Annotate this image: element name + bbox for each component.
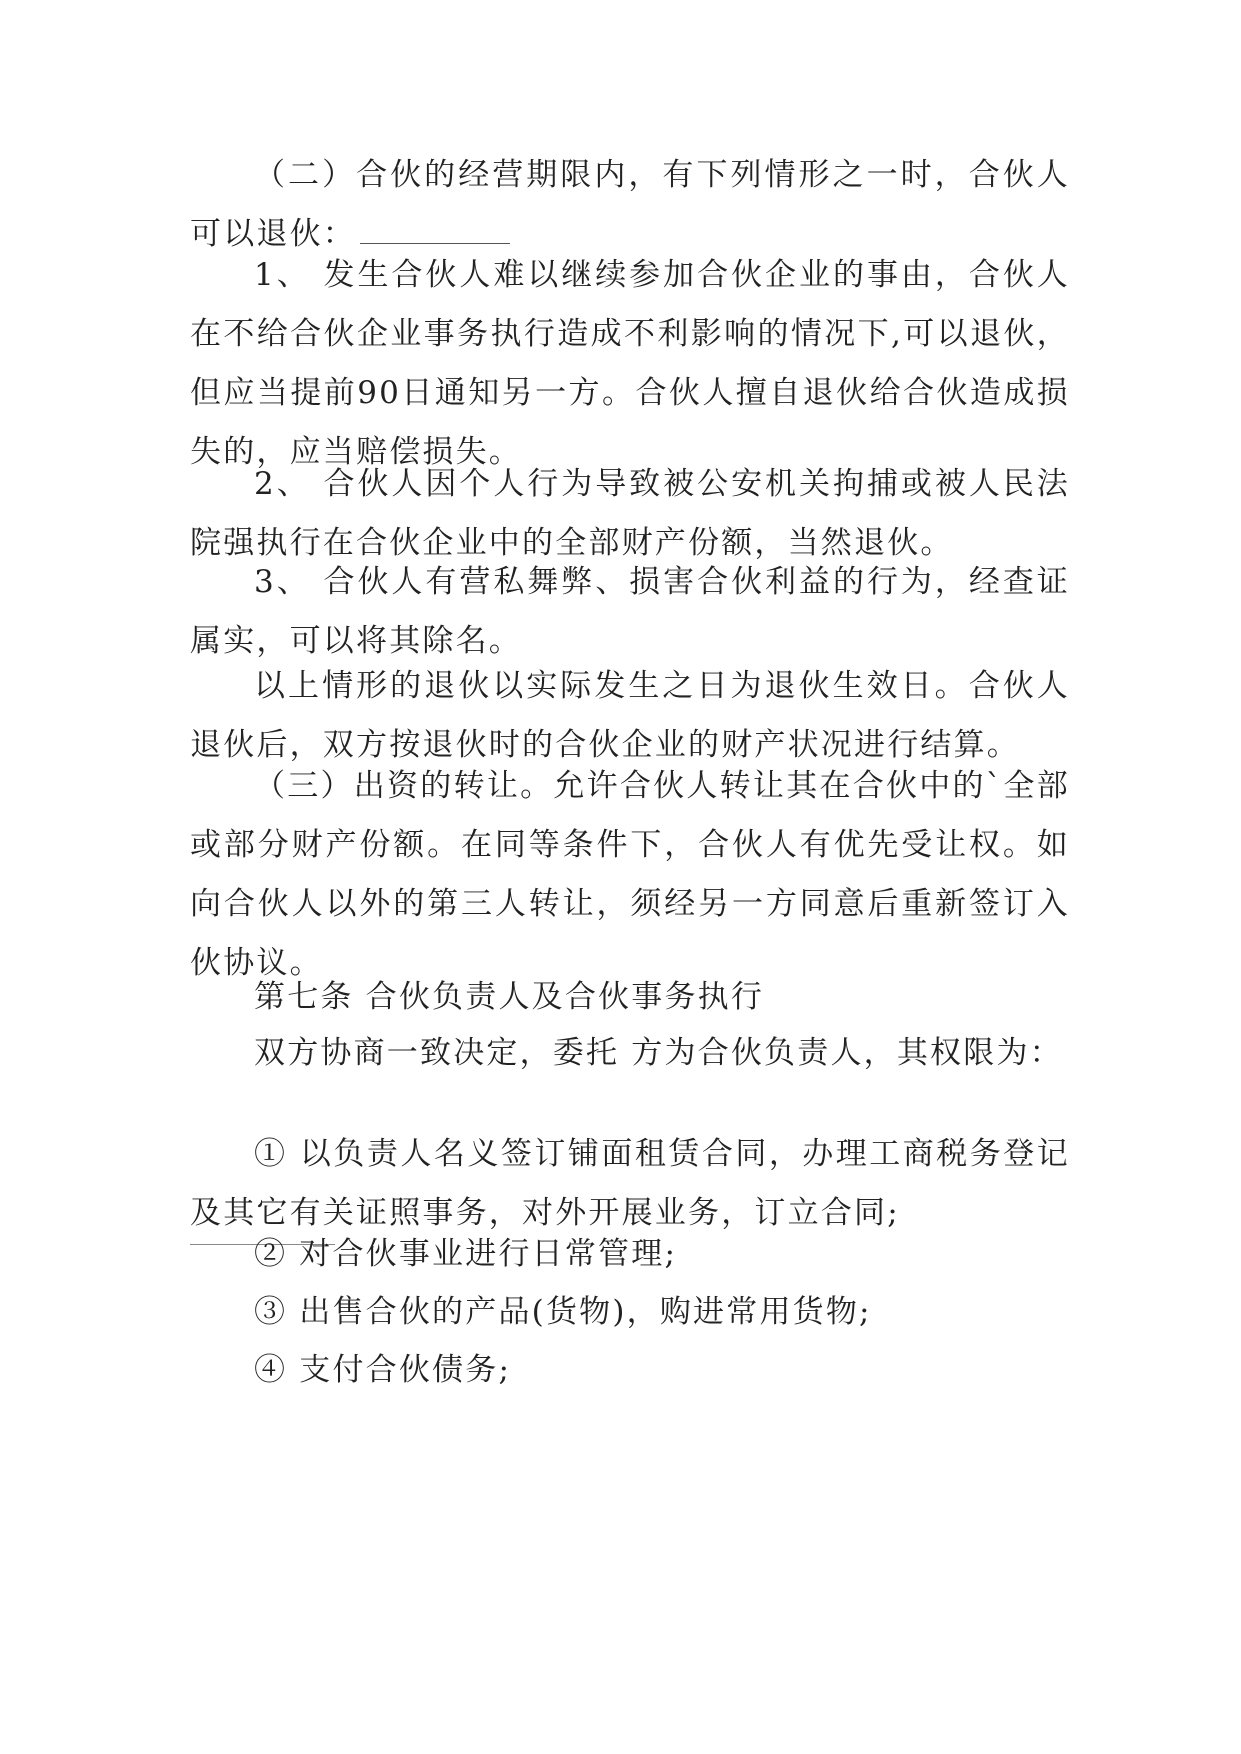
- authority-item-4: ④ 支付合伙债务;: [254, 1352, 512, 1388]
- authority-item-3: ③ 出售合伙的产品(货物)，购进常用货物;: [254, 1294, 872, 1330]
- authority-item-2: ② 对合伙事业进行日常管理;: [254, 1236, 678, 1272]
- paragraph-delegation: 双方协商一致决定，委托 方为合伙负责人，其权限为：: [254, 1035, 1063, 1071]
- paragraph-item-3: 3、 合伙人有营私舞弊、损害合伙利益的行为，经查证属实，可以将其除名。: [190, 564, 1070, 659]
- paragraph-item-1: 1、 发生合伙人难以继续参加合伙企业的事由，合伙人在不给合伙企业事务执行造成不利影响的情况下,可以退伙，但应当提前90日通知另一方。合伙人擅自退伙给合伙造成损失的，应当赔偿损失。: [190, 257, 1070, 470]
- paragraph-item-2: 2、 合伙人因个人行为导致被公安机关拘捕或被人民法院强执行在合伙企业中的全部财产份额，当然退伙。: [190, 466, 1070, 561]
- article-seven-heading: 第七条 合伙负责人及合伙事务执行: [254, 979, 765, 1015]
- paragraph-text: （二）合伙的经营期限内，有下列情形之一时，合伙人可以退伙：: [190, 157, 1070, 252]
- fill-in-blank: [360, 213, 510, 244]
- paragraph-capital-transfer: （三）出资的转让。允许合伙人转让其在合伙中的`全部或部分财产份额。在同等条件下，合伙人有优先受让权。如向合伙人以外的第三人转让，须经另一方同意后重新签订入伙协议。: [190, 768, 1070, 981]
- paragraph-withdrawal-effective: 以上情形的退伙以实际发生之日为退伙生效日。合伙人退伙后，双方按退伙时的合伙企业的财产状况进行结算。: [190, 668, 1070, 763]
- authority-item-1: ① 以负责人名义签订铺面租赁合同，办理工商税务登记及其它有关证照事务，对外开展业务，订立合同;: [190, 1136, 1070, 1231]
